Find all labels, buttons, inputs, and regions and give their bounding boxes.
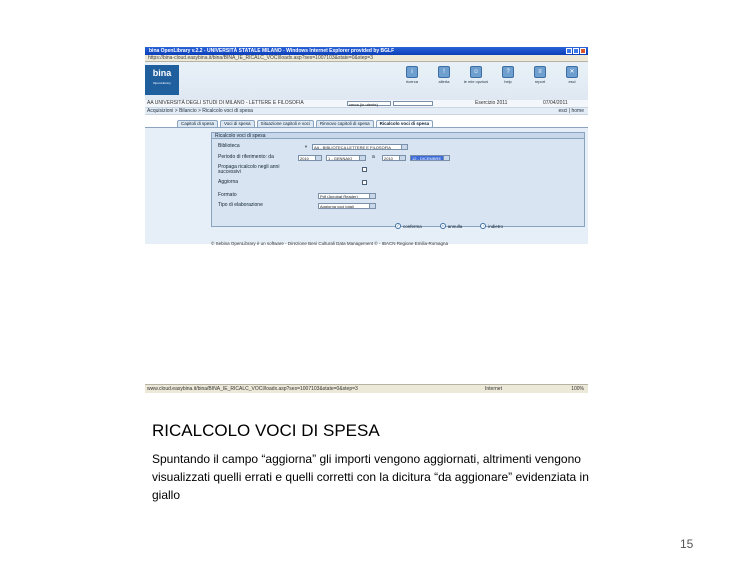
current-date: 07/04/2011 — [543, 100, 568, 106]
tab-rinnovo[interactable]: Rinnovo capitoli di spesa — [316, 120, 374, 127]
toolbar-allerta[interactable] — [432, 66, 456, 84]
toolbar-label: help — [504, 79, 512, 84]
back-icon[interactable]: ‹ — [480, 223, 486, 229]
cancel-icon[interactable]: × — [441, 223, 444, 228]
search-scope-select[interactable]: cerca (in utente) — [347, 101, 391, 106]
required-marker: ▼ — [304, 144, 308, 149]
report-icon[interactable]: ≡ — [534, 66, 546, 78]
address-bar[interactable] — [145, 55, 588, 62]
back-label[interactable]: indietro — [488, 223, 504, 229]
exit-icon[interactable]: ✕ — [566, 66, 578, 78]
app-logo — [145, 65, 179, 95]
form-actions — [395, 223, 503, 229]
status-bar — [145, 384, 588, 393]
slide-title: RICALCOLO VOCI DI SPESA — [152, 421, 380, 440]
formato-select[interactable]: Pdf (Acrobat Reader) — [318, 193, 376, 199]
aggiorna-label: Aggiorna — [218, 179, 239, 185]
window-controls — [566, 48, 586, 54]
to-year-select[interactable]: 2010 — [382, 155, 406, 161]
cancel-label[interactable]: annulla — [447, 223, 463, 229]
biblioteca-select[interactable]: AA - BIBLIOTECA LETTERE E FILOSOFIA — [312, 144, 408, 150]
toolbar-opzioni[interactable] — [464, 66, 488, 84]
top-toolbar — [400, 66, 584, 84]
organization-name: AA UNIVERSITÀ DEGLI STUDI DI MILANO - LETTERE E FILOSOFIA — [147, 100, 304, 106]
ricalcolo-panel — [211, 132, 585, 227]
to-month-select[interactable]: 12 - DICEMBRE — [410, 155, 450, 161]
toolbar-label: ricerca — [405, 79, 418, 84]
search-input[interactable] — [393, 101, 433, 106]
session-links[interactable]: esci | home — [558, 108, 584, 114]
address-url[interactable]: https://bina-cloud.easybina.it/bina/BINA_IE_RICALC_VOCI/loadx.asp?ses=1007103&state=0&step=3 — [148, 55, 374, 61]
from-month-select[interactable]: 1 - GENNAIO — [326, 155, 366, 161]
periodo-label: Periodo di riferimento: da — [218, 154, 274, 160]
breadcrumb[interactable]: Acquisizioni > Bilancio > Ricalcolo voci di spesa — [147, 108, 253, 114]
zoom-level[interactable]: 100% — [571, 386, 584, 392]
page-number: 15 — [680, 537, 694, 551]
slide-body: Spuntando il campo “aggiorna” gli importi vengono aggiornati, altrimenti vengono visualizzati quelli errati e quelli corretti con la dicitura “da aggionare” evidenziata in giallo — [152, 452, 589, 502]
tipo-select[interactable]: Aggiorna voci totali — [318, 203, 376, 209]
app-header — [145, 62, 588, 101]
close-icon[interactable] — [580, 48, 586, 54]
formato-label: Formato — [218, 192, 237, 198]
help-icon[interactable]: ? — [502, 66, 514, 78]
toolbar-label: allerta — [438, 79, 450, 84]
toolbar-label: report — [534, 79, 546, 84]
cancel-button[interactable] — [440, 223, 463, 229]
fiscal-year: Esercizio 2011 — [475, 100, 508, 106]
confirm-button[interactable] — [395, 223, 422, 229]
status-url: www.cloud.easybina.it/bina/BINA_IE_RICALC_VOCI/loadx.asp?ses=1007103&state=0&step=3 — [147, 386, 358, 392]
copyright-notice: © Sebina OpenLibrary è un software - Direzione Beni Culturali Data Management © - IBACN Regione Emilia-Romagna — [211, 241, 448, 246]
security-zone: Internet — [485, 386, 502, 392]
browser-screenshot — [145, 47, 588, 394]
toolbar-label: esci — [568, 79, 576, 84]
confirm-icon[interactable]: ✓ — [396, 223, 400, 228]
info-icon[interactable]: i — [406, 66, 418, 78]
from-year-select[interactable]: 2010 — [298, 155, 322, 161]
tab-situazione[interactable]: Situazione capitoli e voci — [257, 120, 314, 127]
tab-bar — [177, 120, 433, 127]
propaga-label: Propaga ricalcolo negli anni successivi — [218, 164, 280, 175]
toolbar-esci[interactable] — [560, 66, 584, 84]
toolbar-label: le mie opzioni — [463, 79, 489, 84]
panel-title: Ricalcolo voci di spesa — [212, 133, 584, 139]
window-title: bina OpenLibrary v.2.2 - UNIVERSITÀ STATALE MILANO - Windows Internet Explorer provided by BGLF — [149, 48, 395, 54]
toolbar-help[interactable] — [496, 66, 520, 84]
confirm-label[interactable]: conferma — [403, 223, 422, 229]
propaga-checkbox[interactable] — [362, 167, 367, 172]
breadcrumb-bar — [145, 108, 588, 115]
aggiorna-checkbox[interactable] — [362, 180, 367, 185]
warning-icon[interactable]: ! — [438, 66, 450, 78]
tipo-label: Tipo di elaborazione — [218, 202, 263, 208]
back-button[interactable] — [480, 223, 503, 229]
user-icon[interactable]: ☺ — [470, 66, 482, 78]
tab-capitoli-spesa[interactable]: Capitoli di spesa — [177, 120, 218, 127]
info-bar — [145, 100, 588, 108]
periodo-a-label: a — [372, 154, 375, 160]
window-titlebar — [145, 47, 588, 55]
maximize-icon[interactable] — [573, 48, 579, 54]
minimize-icon[interactable] — [566, 48, 572, 54]
logo-subtitle: OpenLibrary — [153, 81, 171, 85]
logo-text: bina — [152, 68, 172, 78]
toolbar-ricerca[interactable] — [400, 66, 424, 84]
tab-voci-spesa[interactable]: Voci di spesa — [220, 120, 255, 127]
toolbar-report[interactable] — [528, 66, 552, 84]
biblioteca-label: Biblioteca — [218, 143, 240, 149]
tab-ricalcolo[interactable]: Ricalcolo voci di spesa — [376, 120, 434, 127]
